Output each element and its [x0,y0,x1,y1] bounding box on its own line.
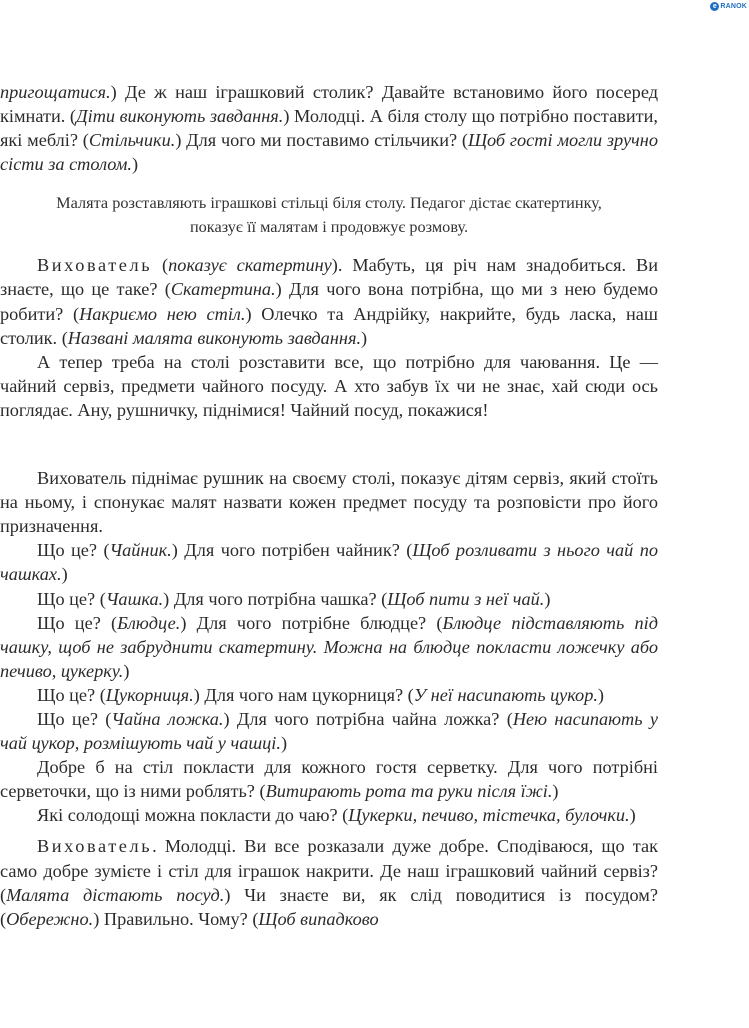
paragraph-text: ) Де ж наш іграшковий столик? Давайте встановимо його посеред кімнати. ( [0,82,658,127]
page-body [0,80,658,931]
speaker-label: Вихователь [37,255,153,276]
paragraph-7 [0,611,658,683]
italic-answer: Чайник. [109,540,172,561]
italic-remark: Названі малята виконують завдання. [67,327,362,348]
italic-answer: Цукерки, печиво, тістечка, булочки. [348,805,630,826]
paragraph-text: Що це? ( [37,588,106,609]
italic-answer: Щоб випадково [258,908,379,929]
paragraph-text: Які солодощі можна покласти до чаю? ( [37,805,349,826]
paragraph-text: Що це? ( [37,540,110,561]
publisher-logo-icon: e [710,2,719,11]
paragraph-text: ) Правильно. Чому? ( [93,908,259,929]
paragraph-6 [0,587,658,611]
paragraph-text: Що це? ( [37,684,106,705]
italic-answer: Стільчики. [88,130,176,151]
italic-answer: Щоб розливати з нього чай по чашках. [0,540,658,585]
italic-answer: Витирають рота та руки після їжі. [265,781,553,802]
paragraph-10 [0,755,658,803]
section-gap [0,422,658,466]
paragraph-text: ) [544,588,551,609]
paragraph-8 [0,683,658,707]
italic-answer: Обережно. [6,908,94,929]
paragraph-text: ) Чи знаєте ви, як слід поводитися із посудом? ( [0,884,658,929]
italic-answer: Нею насипають у чай цукор, розмішують чай у чашці. [0,708,658,754]
italic-answer: Чайна ложка. [111,708,224,729]
paragraph-text: Добре б на стіл покласти для кожного гостя серветку. Для чого потрібні серветочки, що із ними роблять? ( [0,757,658,802]
italic-answer: пригощатися. [0,82,111,102]
paragraph-text: ) Для чого потрібен чайник? ( [171,540,413,561]
paragraph-2 [0,253,658,349]
section-gap [0,827,658,834]
publisher-logo-text: RANOK [720,3,747,10]
paragraph-text: ) Для чого нам цукорниця? ( [193,684,414,705]
italic-answer: Щоб пити з неї чай. [387,588,545,609]
paragraph-text: ( [152,255,169,276]
italic-remark: показує скатертину [168,255,332,276]
paragraph-text: ) Олечко та Андрійку, накрийте, будь ласка, наш столик. ( [0,303,658,348]
italic-answer: Накриємо нею стіл. [79,303,246,324]
paragraph-12 [0,834,658,930]
paragraph-5 [0,538,658,586]
paragraph-text: ) Для чого потрібна чашка? ( [163,588,388,609]
paragraph-text: ) [131,154,139,175]
paragraph-text: ) Для чого потрібна чайна ложка? ( [223,708,513,729]
paragraph-1 [0,80,658,176]
italic-answer: Блюдце підставляють під чашку, щоб не забруднити скатертину. Можна на блюдце покласти ложечку або печиво, цукерку. [0,612,658,681]
paragraph-text: ) [629,805,636,826]
italic-answer: У неї насипають цукор. [413,684,598,705]
paragraph-text: ) Для чого вона потрібна, що ми з нею будемо робити? ( [0,279,659,324]
italic-remark: Малята дістають посуд. [6,884,225,905]
publisher-logo [710,2,747,11]
italic-answer: Блюдце. [117,612,181,633]
paragraph-11 [0,803,658,827]
paragraph-text: Що це? ( [37,612,118,633]
paragraph-text: ) [597,684,604,705]
paragraph-4: Вихователь піднімає рушник на своєму столі, показує дітям сервіз, який стоїть на ньому, і спонукає малят назвати кожен предмет посуду та розповісти про його призначення. [0,468,658,537]
paragraph-text: ) Для чого ми поставимо стільчики? ( [175,130,468,151]
speaker-label: Вихователь [37,836,153,857]
paragraph-text: ) [280,733,288,754]
italic-remark: Діти виконують завдання. [75,106,284,127]
paragraph-text: ) [361,327,368,348]
italic-answer: Чашка. [105,588,164,609]
paragraph-9 [0,707,658,755]
italic-answer: Цукорниця. [105,684,194,705]
stage-direction-note: Малята розставляють іграшкові стільці біля столу. Педагог дістає скатертинку, показує її малятам і продовжує розмову. [56,193,602,236]
italic-answer: Щоб гості могли зручно сісти за столом. [0,130,658,175]
paragraph-text: . Молодці. Ви все розказали дуже добре. Сподіваюся, що так само добре зумієте і стіл для іграшок накрити. Де наш іграшковий чайний сервіз? ( [0,836,658,905]
paragraph-text: ). Мабуть, ця річ нам знадобиться. Ви знаєте, що це таке? ( [0,255,658,300]
paragraph-3: А тепер треба на столі розставити все, що потрібно для чаювання. Це — чайний сервіз, предмети чайного посуду. А хто забув їх чи не знає, хай сюди ось поглядає. Ану, рушничку, піднімися! Чайний посуд, покажися! [0,351,658,420]
italic-answer: Скатертина. [170,279,276,300]
paragraph-text: ) Для чого потрібне блюдце? ( [180,612,443,633]
paragraph-text: ) [552,781,559,802]
paragraph-text: ) Молодці. А біля столу що потрібно поставити, які меблі? ( [0,106,658,151]
paragraph-text: ) [61,564,68,585]
paragraph-text: ) [123,660,130,681]
paragraph-text: Що це? ( [37,708,112,729]
